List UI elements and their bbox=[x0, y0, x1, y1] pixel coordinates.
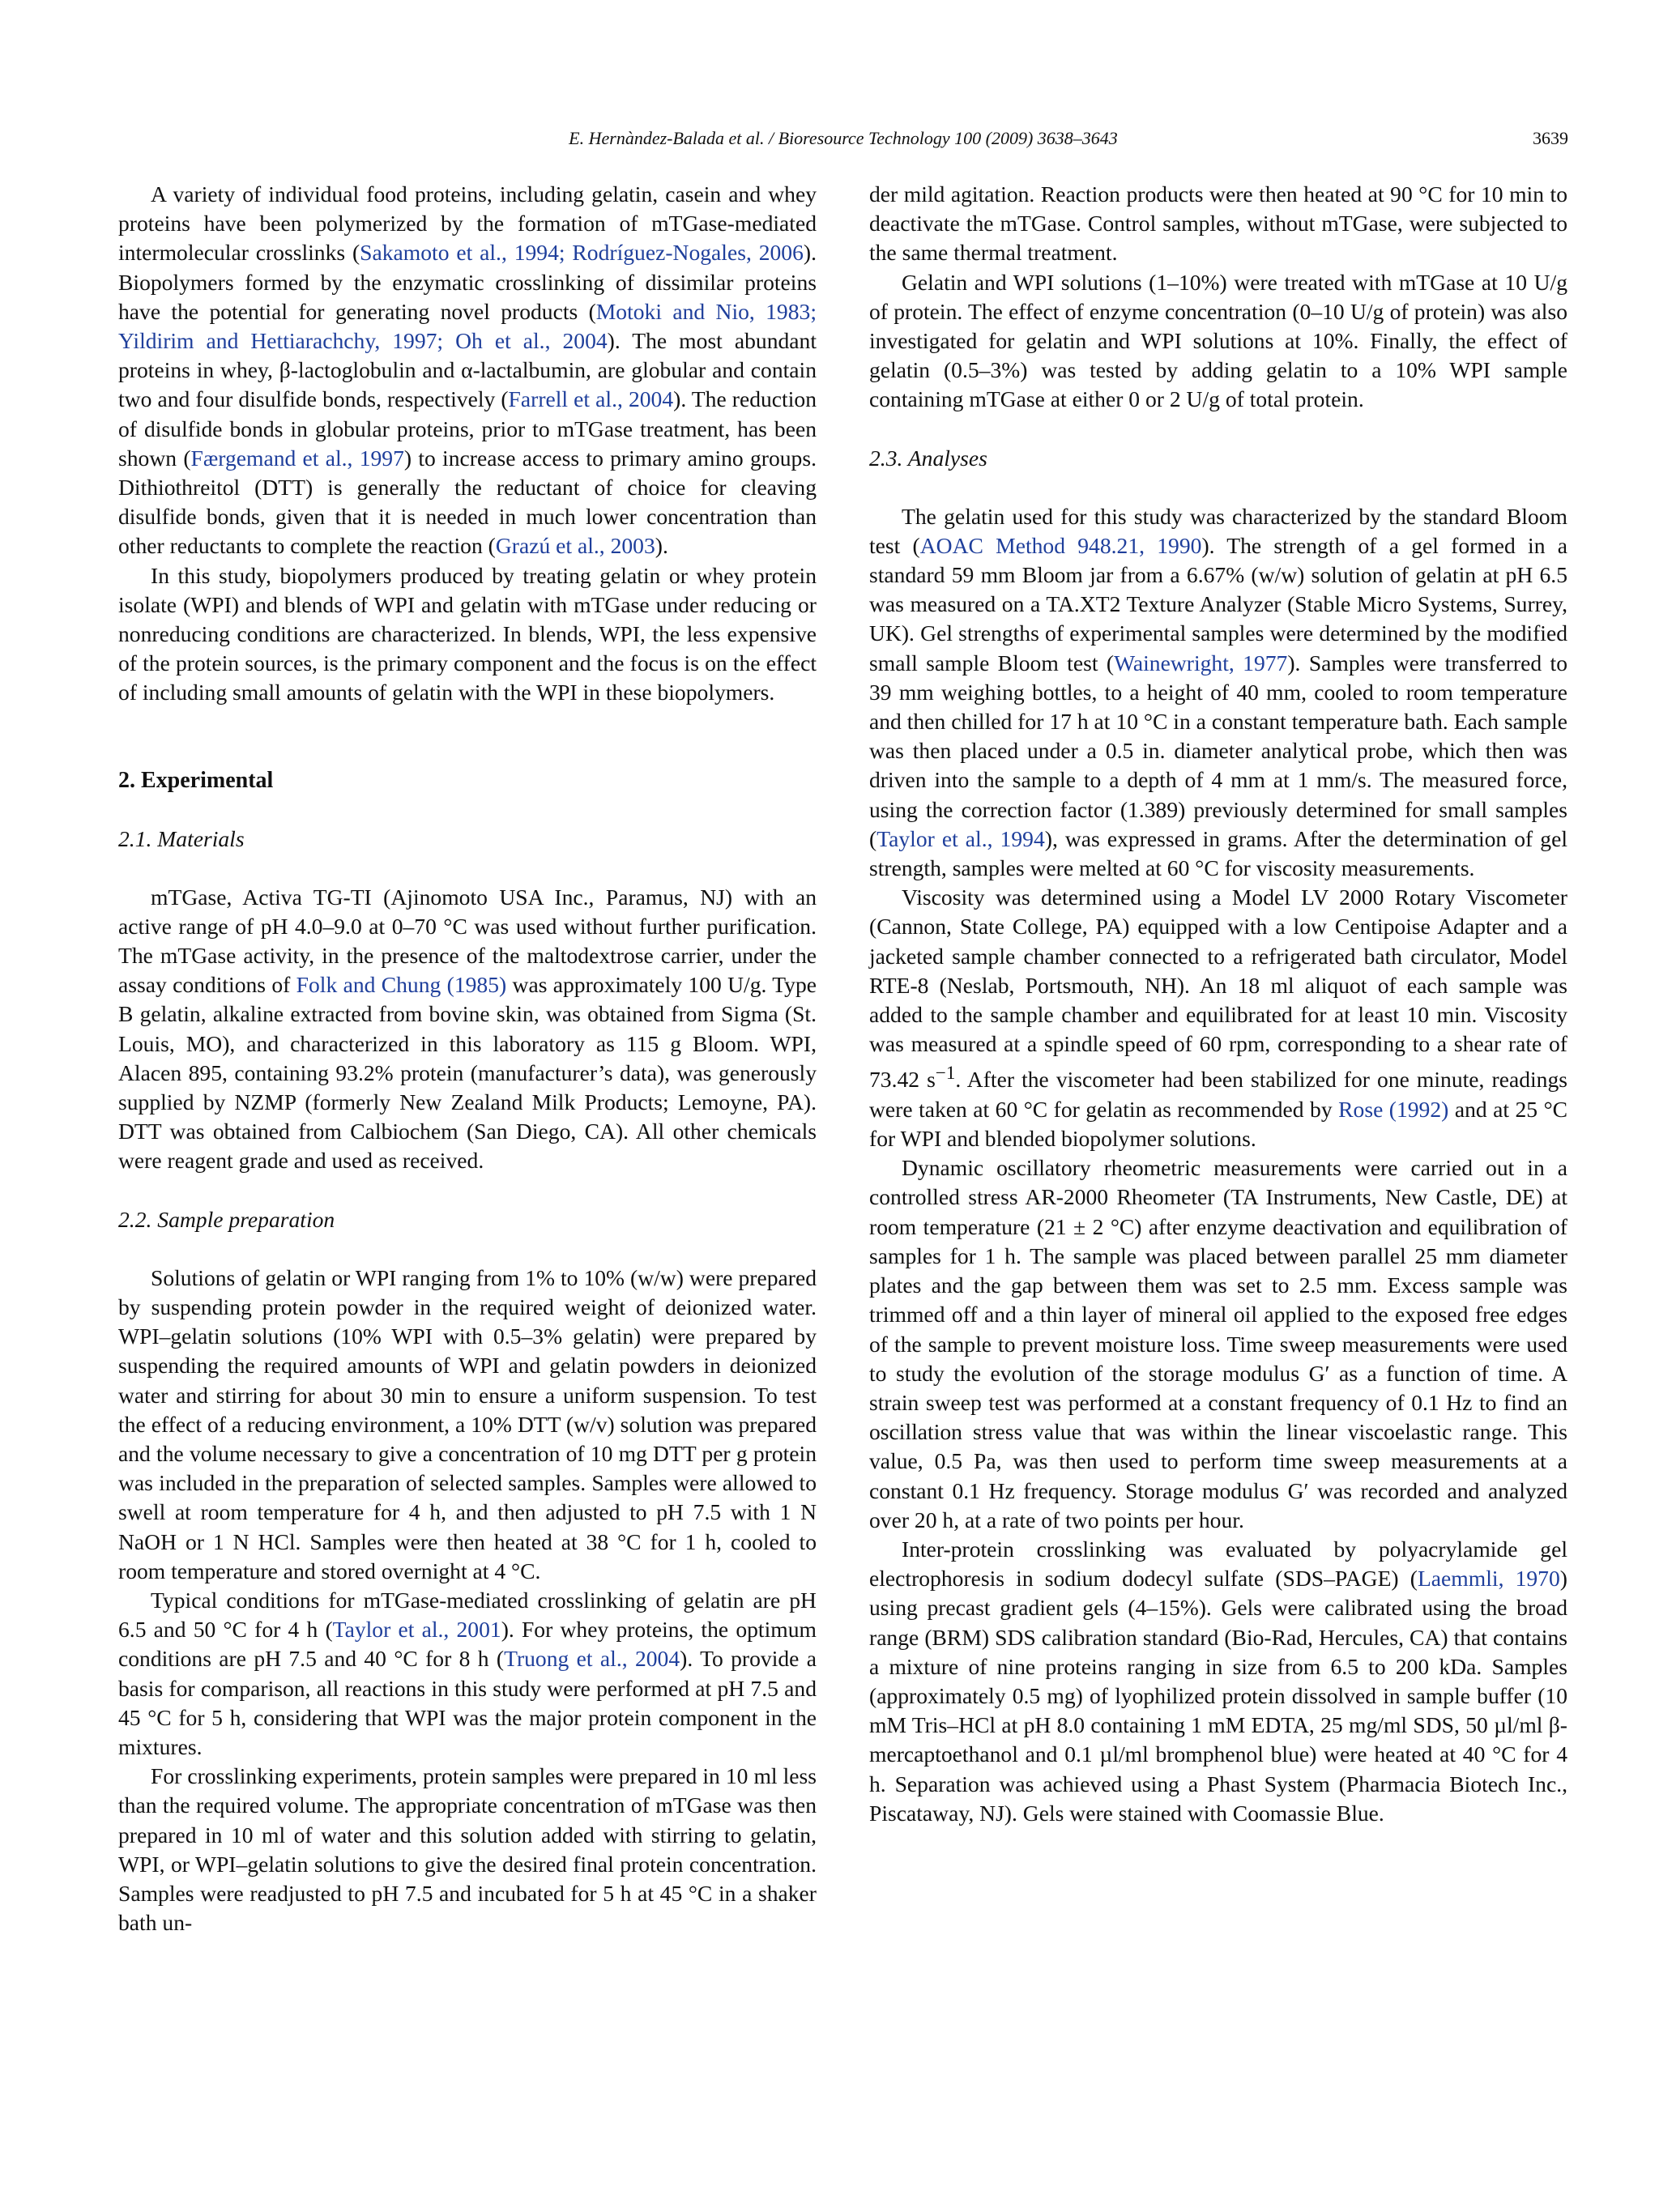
citation-link[interactable]: Sakamoto et al., 1994; Rodríguez-Nogales, 2006 bbox=[360, 240, 804, 266]
citation-link[interactable]: Færgemand et al., 1997 bbox=[190, 445, 404, 471]
citation-link[interactable]: Farrell et al., 2004 bbox=[508, 386, 674, 412]
running-head bbox=[118, 128, 1568, 160]
superscript: −1 bbox=[935, 1063, 956, 1084]
subsection-heading-materials: 2.1. Materials bbox=[118, 825, 245, 851]
section-heading-experimental: 2. Experimental bbox=[118, 767, 274, 793]
analyses-paragraph-viscosity: Viscosity was determined using a Model LV 2000 Rotary Viscometer (Cannon, State College, PA) equipped with a low Centipoise Adapter and a jacketed sample chamber connected to a refrigerated bath circulator, Model RTE-8 (Neslab, Portsmouth, NH). An 18 ml aliquot of each sample was added to the sample chamber and equilibrated for at least 10 min. Viscosity was measured at a spindle speed of 60 rpm, corresponding to a shear rate of 73.42 $s^{-1}$. After the viscometer had been stabilized for one minute, readings were taken at 60 °C for gelatin as recommended by Rose (1992) and at 25 °C for WPI and blended biopolymer solutions. bbox=[869, 884, 1568, 1152]
sample-prep-paragraph-3: For crosslinking experiments, protein samples were prepared in 10 ml less than the required volume. The appropriate concentration of mTGase was then prepared in 10 ml of water and this solution added with stirring to gelatin, WPI, or WPI–gelatin solutions to give the desired final protein concentration. Samples were readjusted to pH 7.5 and incubated for 5 h at 45 °C in a shaker bath un- bbox=[118, 1763, 817, 1936]
sample-prep-paragraph-1: Solutions of gelatin or WPI ranging from 1% to 10% (w/w) were prepared by suspending protein powder in the required weight of deionized water. WPI–gelatin solutions (10% WPI with 0.5–3% gelatin) were prepared by suspending the required amounts of WPI and gelatin powders in deionized water and stirring for about 30 min to ensure a uniform suspension. To test the effect of a reducing environment, a 10% DTT (w/v) solution was prepared and the volume necessary to give a concentration of 10 mg DTT per g protein was included in the preparation of selected samples. Samples were allowed to swell at room temperature for 4 h, and then adjusted to pH 7.5 with 1 N NaOH or 1 N HCl. Samples were then heated at 38 °C for 1 h, cooled to room temperature and stored overnight at 4 °C. bbox=[118, 1264, 817, 1583]
left-column bbox=[118, 180, 817, 1937]
subsection-heading-sample-preparation: 2.2. Sample preparation bbox=[118, 1206, 335, 1232]
page-number: 3639 bbox=[1533, 128, 1568, 148]
analyses-paragraph-sds-page: Inter-protein crosslinking was evaluated by polyacrylamide gel electrophoresis in sodium dodecyl sulfate (SDS–PAGE) (Laemmli, 1970) using precast gradient gels (4–15%). Gels were calibrated using the broad range (BRM) SDS calibration standard (Bio-Rad, Hercules, CA) that contains a mixture of nine proteins ranging in size from 6.5 to 200 kDa. Samples (approximately 0.5 mg) of lyophilized protein dissolved in sample buffer (10 mM Tris–HCl at pH 8.0 containing 1 mM EDTA, 25 mg/ml SDS, 50 µl/ml β-mercaptoethanol and 0.1 µl/ml bromphenol blue) were heated at 40 °C for 4 h. Separation was achieved using a Phast System (Pharmacia Biotech Inc., Piscataway, NJ). Gels were stained with Coomassie Blue. bbox=[869, 1536, 1567, 1826]
materials-paragraph: mTGase, Activa TG-TI (Ajinomoto USA Inc., Paramus, NJ) with an active range of pH 4.0–9.0 at 0–70 °C was used without further purification. The mTGase activity, in the presence of the maltodextrose carrier, under the assay conditions of Folk and Chung (1985) was approximately 100 U/g. Type B gelatin, alkaline extracted from bovine skin, was obtained from Sigma (St. Louis, MO), and characterized in this laboratory as 115 g Bloom. WPI, Alacen 895, containing 93.2% protein (manufacturer’s data), was generously supplied by NZMP (formerly New Zealand Milk Products; Lemoyne, PA). DTT was obtained from Calbiochem (San Diego, CA). All other chemicals were reagent grade and used as received. bbox=[118, 884, 817, 1174]
citation-link[interactable]: Truong et al., 2004 bbox=[504, 1646, 680, 1672]
citation-link[interactable]: Laemmli, 1970 bbox=[1417, 1566, 1560, 1592]
citation-link[interactable]: Rose (1992) bbox=[1338, 1096, 1449, 1122]
citation-link[interactable]: Grazú et al., 2003 bbox=[495, 533, 655, 559]
analyses-paragraph-rheometry: Dynamic oscillatory rheometric measurements were carried out in a controlled stress AR-2000 Rheometer (TA Instruments, New Castle, DE) at room temperature (21 ± 2 °C) after enzyme deactivation and equilibration of samples for 1 h. The sample was placed between parallel 25 mm diameter plates and the gap between them was set to 2.5 mm. Excess sample was trimmed off and a thin layer of mineral oil applied to the exposed free edges of the sample to prevent moisture loss. Time sweep measurements were used to study the evolution of the storage modulus G′ as a function of time. A strain sweep test was performed at a constant frequency of 0.1 Hz to find an oscillation stress value that was within the linear viscoelastic range. This value, 0.5 Pa, was then used to perform time sweep measurements at a constant 0.1 Hz frequency. Storage modulus G′ was recorded and analyzed over 20 h, at a rate of two points per hour. bbox=[869, 1155, 1567, 1532]
citation-link[interactable]: AOAC Method 948.21, 1990 bbox=[919, 532, 1202, 558]
right-column bbox=[869, 180, 1567, 1828]
citation-link[interactable]: Taylor et al., 1994 bbox=[876, 825, 1045, 851]
citation-link[interactable]: Folk and Chung (1985) bbox=[296, 972, 507, 998]
intro-paragraph-1: A variety of individual food proteins, including gelatin, casein and whey proteins have been polymerized by the formation of mTGase-mediated intermolecular crosslinks (Sakamoto et al., 1994; Rodríguez-Nogales, 2006). Biopolymers formed by the enzymatic crosslinking of dissimilar proteins have the potential for generating novel products (Motoki and Nio, 1983; Yildirim and Hettiarachchy, 1997; Oh et al., 2004). The most abundant proteins in whey, β-lactoglobulin and α-lactalbumin, are globular and contain two and four disulfide bonds, respectively (Farrell et al., 2004). The reduction of disulfide bonds in globular proteins, prior to mTGase treatment, has been shown (Færgemand et al., 1997) to increase access to primary amino groups. Dithiothreitol (DTT) is generally the reductant of choice for cleaving disulfide bonds, given that it is needed in much lower concentration than other reductants to complete the reaction (Grazú et al., 2003). bbox=[118, 181, 817, 559]
citation-link[interactable]: Taylor et al., 2001 bbox=[332, 1617, 501, 1643]
sample-prep-paragraph-2: Typical conditions for mTGase-mediated crosslinking of gelatin are pH 6.5 and 50 °C for 4 h (Taylor et al., 2001). For whey proteins, the optimum conditions are pH 7.5 and 40 °C for 8 h (Truong et al., 2004). To provide a basis for comparison, all reactions in this study were performed at pH 7.5 and 45 °C for 5 h, considering that WPI was the major protein component in the mixtures. bbox=[118, 1587, 817, 1759]
journal-citation: E. Hernàndez-Balada et al. / Bioresource Technology 100 (2009) 3638–3643 bbox=[569, 128, 1118, 148]
analyses-paragraph-bloom: The gelatin used for this study was characterized by the standard Bloom test (AOAC Method 948.21, 1990). The strength of a gel formed in a standard 59 mm Bloom jar from a 6.67% (w/w) solution of gelatin at pH 6.5 was measured on a TA.XT2 Texture Analyzer (Stable Micro Systems, Surrey, UK). Gel strengths of experimental samples were determined by the modified small sample Bloom test (Wainewright, 1977). Samples were transferred to 39 mm weighing bottles, to a height of 40 mm, cooled to room temperature and then chilled for 17 h at 10 °C in a constant temperature bath. Each sample was then placed under a 0.5 in. diameter analytical probe, which then was driven into the sample to a depth of 4 mm at 1 mm/s. The measured force, using the correction factor (1.389) previously determined for small samples (Taylor et al., 1994), was expressed in grams. After the determination of gel strength, samples were melted at 60 °C for viscosity measurements. bbox=[869, 503, 1567, 881]
subsection-heading-analyses: 2.3. Analyses bbox=[869, 445, 987, 471]
citation-link[interactable]: Wainewright, 1977 bbox=[1114, 650, 1288, 676]
citation-link[interactable]: Motoki and Nio, 1983; Yildirim and Hettiarachchy, 1997; Oh et al., 2004 bbox=[118, 298, 817, 354]
sample-prep-paragraph-4: Gelatin and WPI solutions (1–10%) were treated with mTGase at 10 U/g of protein. The effect of enzyme concentration (0–10 U/g of protein) was also investigated for gelatin and WPI solutions at 10%. Finally, the effect of gelatin (0.5–3%) was tested by adding gelatin to a 10% WPI sample containing mTGase at either 0 or 2 U/g of total protein. bbox=[869, 269, 1567, 412]
intro-paragraph-2: In this study, biopolymers produced by treating gelatin or whey protein isolate (WPI) and blends of WPI and gelatin with mTGase under reducing or nonreducing conditions are characterized. In blends, WPI, the less expensive of the protein sources, is the primary component and the focus is on the effect of including small amounts of gelatin with the WPI in these biopolymers. bbox=[118, 562, 817, 705]
sample-prep-continued-paragraph: der mild agitation. Reaction products were then heated at 90 °C for 10 min to deactivate the mTGase. Control samples, without mTGase, were subjected to the same thermal treatment. bbox=[869, 181, 1567, 266]
